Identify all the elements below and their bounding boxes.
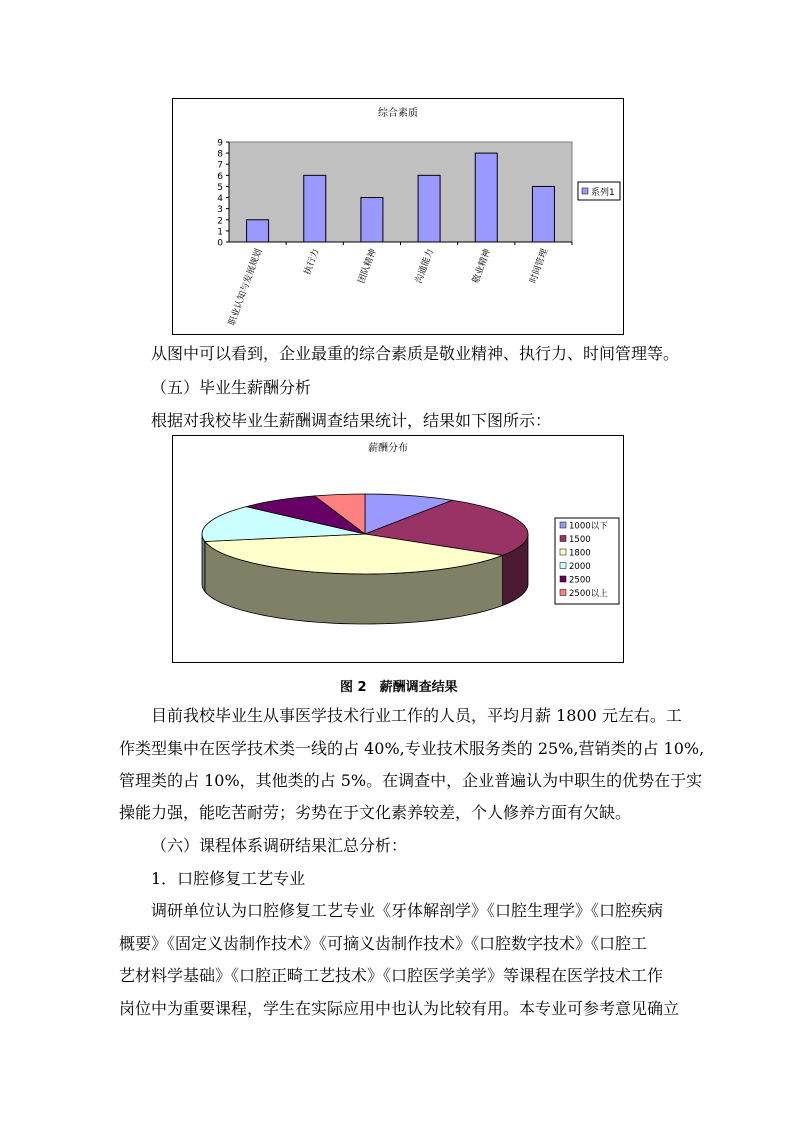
bar-category-label: 职业认知与发展规划 (227, 247, 265, 328)
bar-y-tick-label: 5 (217, 182, 223, 193)
bar-legend-label: 系列1 (591, 188, 615, 198)
para-composite-quality: 从图中可以看到，企业最重的综合素质是敬业精神、执行力、时间管理等。 (151, 344, 680, 363)
pie-legend-swatch (560, 563, 566, 569)
pie-legend-swatch (560, 536, 566, 542)
pie-legend-swatch (560, 522, 566, 528)
bar-chart (172, 98, 624, 335)
heading-salary-analysis: （五）毕业生薪酬分析 (151, 378, 312, 397)
para-curriculum-line2: 概要》《固定义齿制作技术》《可摘义齿制作技术》《口腔数字技术》《口腔工 (119, 934, 648, 953)
bar-y-tick-label: 6 (217, 171, 223, 182)
bar (418, 175, 440, 242)
bar (247, 220, 269, 242)
para-curriculum-line1: 调研单位认为口腔修复工艺专业《牙体解剖学》《口腔生理学》《口腔疾病 (151, 901, 664, 920)
pie-slice-side (202, 534, 205, 592)
pie-legend-label: 1800 (569, 548, 591, 559)
para-salary-line3: 管理类的占 10%，其他类的占 5%。在调查中，企业普遍认为中职生的优势在于实 (119, 771, 703, 790)
bar-category-label: 敬业精神 (471, 247, 494, 285)
bar-category-label: 团队精神 (357, 247, 379, 285)
pie-legend-label: 2000 (569, 562, 591, 572)
bar-category-label: 执行力 (302, 247, 322, 277)
para-salary-line4: 操能力强，能吃苦耐劳；劣势在于文化素养较差，个人修养方面有欠缺。 (119, 803, 632, 822)
para-curriculum-line3: 艺材料学基础》《口腔正畸工艺技术》《口腔医学美学》等课程在医学技术工作 (119, 966, 664, 985)
bar-chart-svg (173, 99, 623, 334)
bar-y-tick-label: 1 (217, 227, 223, 238)
pie-legend-label: 2500 (569, 575, 591, 586)
bar (532, 186, 554, 242)
bar-legend-swatch (582, 188, 588, 194)
bar (304, 175, 326, 242)
bar-y-tick-label: 2 (217, 216, 223, 227)
bar-y-tick-label: 9 (217, 138, 223, 149)
pie-legend-label: 1000以下 (569, 521, 608, 532)
bar-y-tick-label: 3 (217, 205, 223, 216)
para-salary-line2: 作类型集中在医学技术类一线的占 40%,专业技术服务类的 25%,营销类的占 10%, (119, 739, 705, 758)
pie-chart (172, 435, 624, 663)
bar-y-tick-label: 4 (217, 194, 223, 205)
bar-category-label: 时间管理 (528, 247, 551, 285)
pie-legend-swatch (560, 549, 566, 555)
pie-legend-swatch (560, 590, 566, 596)
bar (475, 153, 497, 242)
bar-chart-title: 综合素质 (378, 108, 418, 119)
pie-legend-label: 2500以上 (569, 589, 608, 599)
pie-chart-title: 薪酬分布 (368, 443, 408, 454)
pie-legend-label: 1500 (569, 535, 591, 545)
bar-plot-area (229, 142, 572, 242)
figure-caption: 图 2 薪酬调查结果 (340, 680, 458, 695)
para-salary-line1: 目前我校毕业生从事医学技术行业工作的人员，平均月薪 1800 元左右。工 (151, 706, 682, 725)
bar (361, 198, 383, 242)
bar-y-tick-label: 7 (217, 160, 223, 171)
heading-dental-major: 1．口腔修复工艺专业 (151, 869, 306, 888)
para-salary-intro: 根据对我校毕业生薪酬调查结果统计，结果如下图所示： (151, 411, 552, 430)
bar-y-tick-label: 0 (217, 238, 223, 249)
bar-category-label: 沟通能力 (414, 247, 436, 285)
bar-y-tick-label: 8 (217, 149, 223, 160)
para-curriculum-line4: 岗位中为重要课程，学生在实际应用中也认为比较有用。本专业可参考意见确立 (119, 999, 680, 1018)
pie-legend-swatch (560, 576, 566, 582)
pie-chart-svg (173, 436, 623, 662)
heading-curriculum: （六）课程体系调研结果汇总分析： (151, 836, 408, 855)
